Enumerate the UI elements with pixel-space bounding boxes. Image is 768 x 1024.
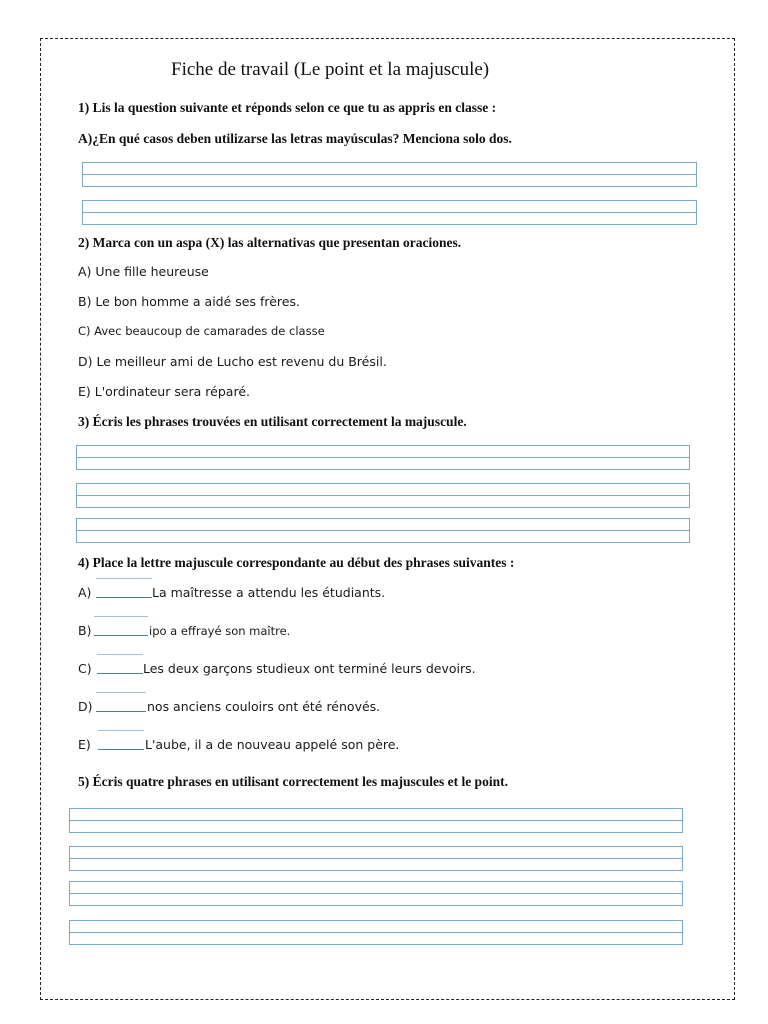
- q3-instruction: 3) Écris les phrases trouvées en utilisant correctement la majuscule.: [78, 414, 467, 429]
- q1-instruction: 1) Lis la question suivante et réponds selon ce que tu as appris en classe :: [78, 100, 497, 115]
- q1-answer-line-1[interactable]: [82, 162, 697, 187]
- q2-option-a[interactable]: A) Une fille heureuse: [78, 264, 209, 279]
- q4-letter-a: A): [78, 585, 92, 600]
- q5-answer-line-4[interactable]: [69, 920, 683, 945]
- q2-option-c[interactable]: C) Avec beaucoup de camarades de classe: [78, 324, 325, 338]
- q4-sentence-e: L'aube, il a de nouveau appelé son père.: [145, 737, 400, 752]
- q5-instruction: 5) Écris quatre phrases en utilisant correctement les majuscules et le point.: [78, 774, 508, 789]
- q4-sentence-d: nos anciens couloirs ont été rénovés.: [147, 699, 381, 714]
- q4-sentence-a: La maîtresse a attendu les étudiants.: [152, 585, 386, 600]
- q5-answer-line-1[interactable]: [69, 808, 683, 833]
- q4-blank-a[interactable]: [96, 580, 152, 598]
- q2-instruction: 2) Marca con un aspa (X) las alternativas que presentan oraciones.: [78, 235, 462, 250]
- q4-letter-e: E): [78, 737, 91, 752]
- q1-answer-line-2[interactable]: [82, 200, 697, 225]
- q2-option-b[interactable]: B) Le bon homme a aidé ses frères.: [78, 294, 300, 309]
- q4-blank-c[interactable]: [97, 656, 143, 674]
- q4-letter-d: D): [78, 699, 93, 714]
- q4-letter-b: B): [78, 623, 92, 638]
- q3-answer-line-1[interactable]: [76, 445, 690, 470]
- q2-option-e[interactable]: E) L'ordinateur sera réparé.: [78, 384, 250, 399]
- q4-sentence-b: ipo a effrayé son maître.: [149, 624, 291, 638]
- q4-letter-c: C): [78, 661, 92, 676]
- q2-option-d[interactable]: D) Le meilleur ami de Lucho est revenu du Brésil.: [78, 354, 387, 369]
- q3-answer-line-2[interactable]: [76, 483, 690, 508]
- q4-blank-e[interactable]: [98, 732, 144, 750]
- q1-question: A)¿En qué casos deben utilizarse las letras mayúsculas? Menciona solo dos.: [78, 131, 512, 146]
- q4-instruction: 4) Place la lettre majuscule correspondante au début des phrases suivantes :: [78, 555, 515, 570]
- q5-answer-line-3[interactable]: [69, 881, 683, 906]
- q4-blank-b[interactable]: [94, 618, 148, 636]
- q4-sentence-c: Les deux garçons studieux ont terminé leurs devoirs.: [143, 661, 476, 676]
- q3-answer-line-3[interactable]: [76, 518, 690, 543]
- q4-blank-d[interactable]: [96, 694, 146, 712]
- page-title: Fiche de travail (Le point et la majuscule): [171, 59, 490, 80]
- q5-answer-line-2[interactable]: [69, 846, 683, 871]
